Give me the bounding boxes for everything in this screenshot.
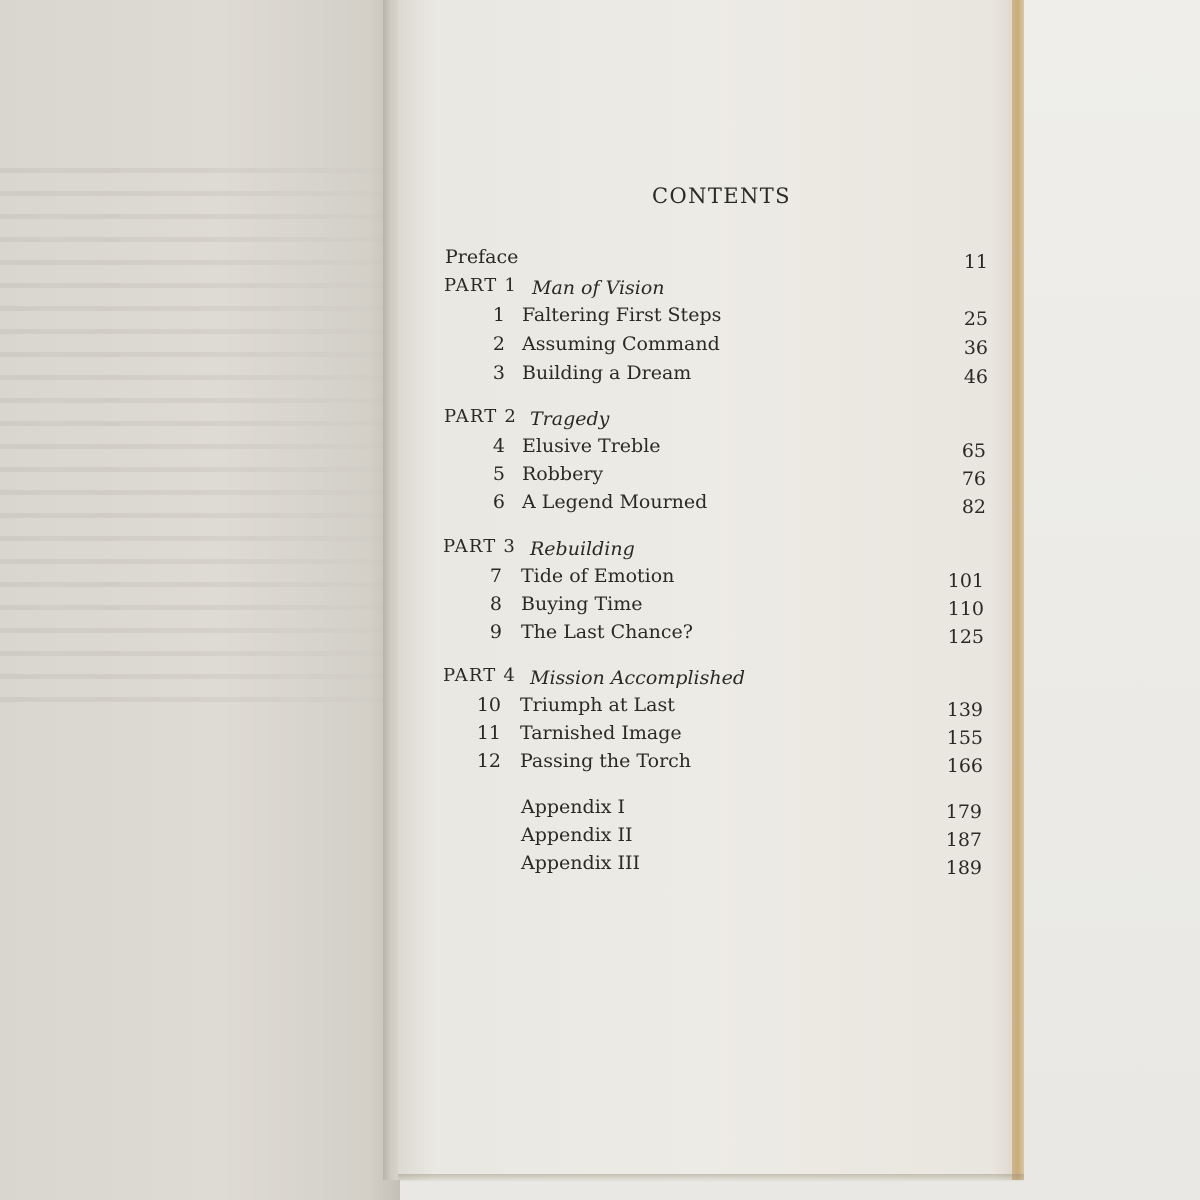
part-label: PART 1 (444, 275, 518, 296)
toc-entry-chapter (400, 435, 1020, 463)
chapter-title: A Legend Mourned (522, 491, 708, 513)
contents-heading: CONTENTS (652, 184, 791, 208)
chapter-title: Robbery (522, 463, 604, 485)
chapter-number: 10 (476, 694, 501, 716)
toc-part-heading (400, 665, 1020, 693)
toc-entry-preface (400, 246, 1020, 274)
chapter-number: 12 (476, 750, 501, 772)
chapter-number: 8 (489, 593, 502, 615)
chapter-page: 76 (961, 468, 986, 490)
toc-entry-appendix (400, 796, 1020, 824)
toc-entry-chapter (400, 491, 1020, 519)
part-label: PART 3 (443, 536, 517, 557)
chapter-page: 46 (963, 366, 988, 388)
chapter-number: 6 (492, 491, 505, 513)
chapter-title: Tarnished Image (520, 722, 682, 744)
show-through-text (0, 150, 400, 710)
toc-part-heading (400, 406, 1020, 434)
chapter-page: 155 (946, 727, 983, 749)
part-title: Tragedy (530, 408, 610, 430)
chapter-page: 125 (947, 626, 984, 648)
toc-entry-appendix (400, 852, 1020, 880)
chapter-title: Triumph at Last (520, 694, 675, 716)
chapter-page: 82 (961, 496, 986, 518)
entry-title: Preface (445, 246, 519, 268)
toc-part-heading (400, 275, 1020, 303)
chapter-number: 5 (492, 463, 505, 485)
chapter-number: 9 (489, 621, 502, 643)
part-label: PART 4 (443, 665, 517, 686)
chapter-title: Building a Dream (522, 362, 692, 384)
entry-page: 11 (963, 251, 988, 273)
page-shadow (398, 1174, 1024, 1182)
chapter-number: 1 (492, 304, 505, 326)
toc-entry-chapter (400, 621, 1020, 649)
chapter-page: 25 (963, 308, 988, 330)
appendix-page: 187 (945, 829, 982, 851)
appendix-page: 189 (945, 857, 982, 879)
appendix-title: Appendix III (521, 852, 641, 874)
toc-entry-chapter (400, 463, 1020, 491)
chapter-number: 11 (476, 722, 501, 744)
chapter-page: 166 (946, 755, 983, 777)
chapter-page: 101 (947, 570, 984, 592)
chapter-page: 36 (963, 337, 988, 359)
appendix-title: Appendix I (521, 796, 626, 818)
toc-entry-chapter (400, 593, 1020, 621)
chapter-number: 7 (489, 565, 502, 587)
toc-entry-chapter (400, 750, 1020, 778)
chapter-page: 65 (961, 440, 986, 462)
toc-entry-chapter (400, 304, 1020, 332)
part-title: Man of Vision (532, 277, 665, 299)
chapter-page: 110 (947, 598, 984, 620)
chapter-title: Tide of Emotion (521, 565, 675, 587)
toc-entry-chapter (400, 362, 1020, 390)
chapter-number: 4 (492, 435, 505, 457)
chapter-title: Buying Time (521, 593, 643, 615)
chapter-number: 2 (492, 333, 505, 355)
toc-entry-chapter (400, 694, 1020, 722)
chapter-title: Passing the Torch (520, 750, 692, 772)
toc-part-heading (400, 536, 1020, 564)
chapter-title: The Last Chance? (521, 621, 693, 643)
toc-entry-chapter (400, 565, 1020, 593)
chapter-title: Elusive Treble (522, 435, 661, 457)
part-label: PART 2 (444, 406, 518, 427)
toc-entry-chapter (400, 333, 1020, 361)
appendix-page: 179 (945, 801, 982, 823)
toc-entry-chapter (400, 722, 1020, 750)
chapter-page: 139 (946, 699, 983, 721)
left-page (0, 0, 400, 1200)
part-title: Mission Accomplished (530, 667, 745, 689)
chapter-title: Assuming Command (522, 333, 720, 355)
chapter-title: Faltering First Steps (522, 304, 722, 326)
toc-entry-appendix (400, 824, 1020, 852)
appendix-title: Appendix II (521, 824, 633, 846)
chapter-number: 3 (492, 362, 505, 384)
part-title: Rebuilding (530, 538, 635, 560)
